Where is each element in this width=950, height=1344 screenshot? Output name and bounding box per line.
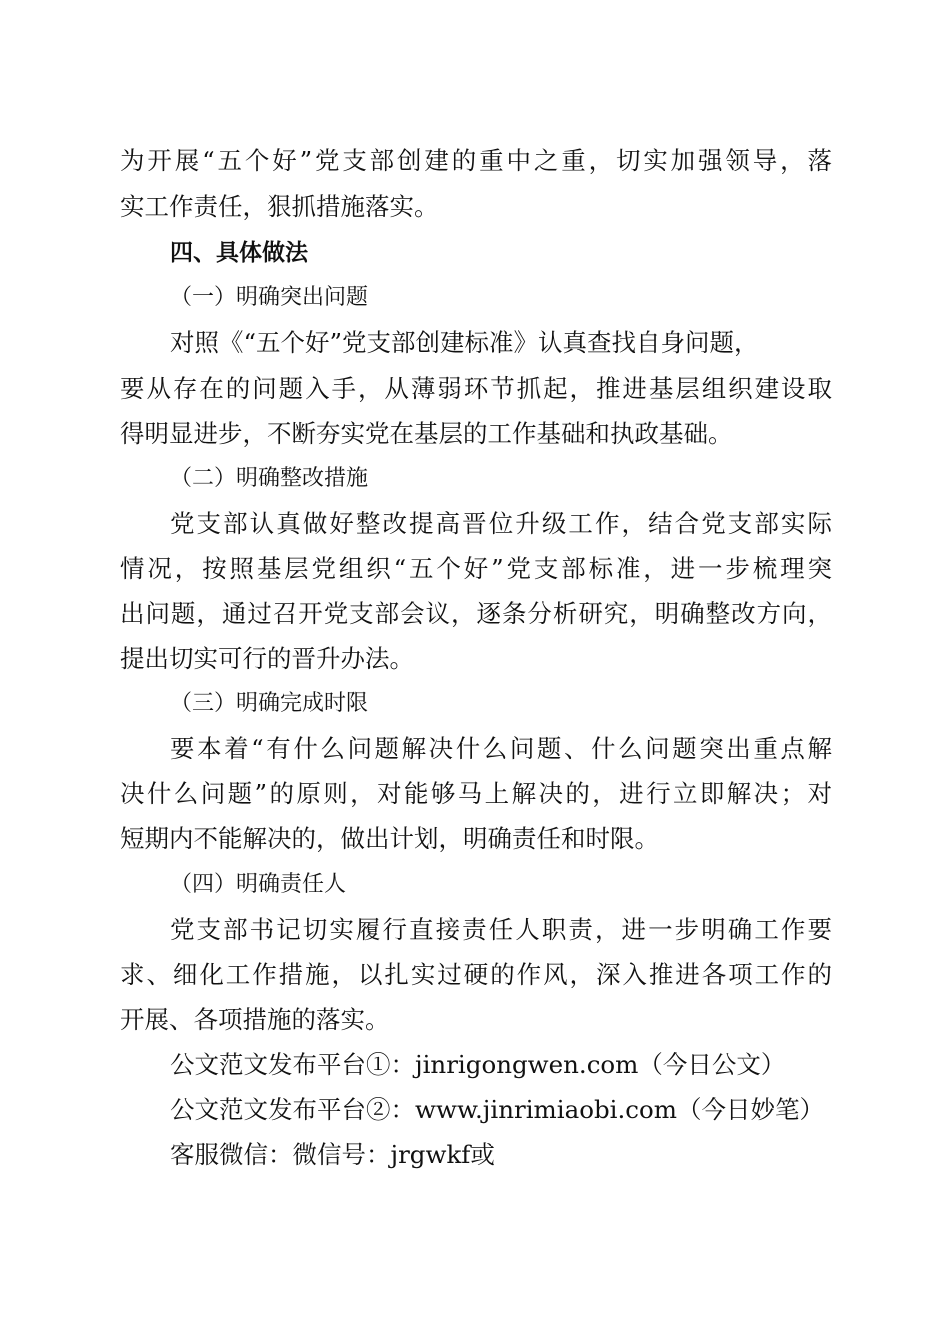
paragraph-line: 出问题，通过召开党支部会议，逐条分析研究，明确整改方向， — [120, 599, 832, 628]
paragraph-line: 要从存在的问题入手，从薄弱环节抓起，推进基层组织建设取 — [120, 374, 832, 403]
paragraph-line: 短期内不能解决的，做出计划，明确责任和时限。 — [120, 824, 659, 853]
intro-line: 为开展“五个好”党支部创建的重中之重，切实加强领导，落 — [120, 146, 832, 175]
paragraph-line: 求、细化工作措施，以扎实过硬的作风，深入推进各项工作的 — [120, 960, 832, 989]
subsection-heading: （二）明确整改措施 — [170, 466, 369, 491]
intro-line: 实工作责任，狠抓措施落实。 — [120, 192, 439, 221]
footer-platform-2: 公文范文发布平台②：www.jinrimiaobi.com（今日妙笔） — [170, 1095, 824, 1124]
subsection-heading: （四）明确责任人 — [170, 872, 347, 897]
paragraph-line: 党支部书记切实履行直接责任人职责，进一步明确工作要 — [170, 915, 832, 944]
footer-wechat: 客服微信：微信号：jrgwkf或 — [170, 1140, 495, 1169]
paragraph-line: 得明显进步，不断夯实党在基层的工作基础和执政基础。 — [120, 419, 733, 448]
paragraph-line: 对照《“五个好”党支部创建标准》认真查找自身问题， — [170, 328, 759, 357]
footer-platform-1: 公文范文发布平台①：jinrigongwen.com（今日公文） — [170, 1050, 786, 1079]
paragraph-line: 要本着“有什么问题解决什么问题、什么问题突出重点解 — [170, 734, 832, 763]
paragraph-line: 情况，按照基层党组织“五个好”党支部标准，进一步梳理突 — [120, 554, 832, 583]
subsection-heading: （一）明确突出问题 — [170, 285, 369, 310]
paragraph-line: 开展、各项措施的落实。 — [120, 1005, 390, 1034]
section-title: 四、具体做法 — [170, 240, 308, 266]
paragraph-line: 提出切实可行的晋升办法。 — [120, 644, 414, 673]
paragraph-line: 决什么问题”的原则，对能够马上解决的，进行立即解决；对 — [120, 779, 832, 808]
subsection-heading: （三）明确完成时限 — [170, 691, 369, 716]
paragraph-line: 党支部认真做好整改提高晋位升级工作，结合党支部实际 — [170, 509, 832, 538]
